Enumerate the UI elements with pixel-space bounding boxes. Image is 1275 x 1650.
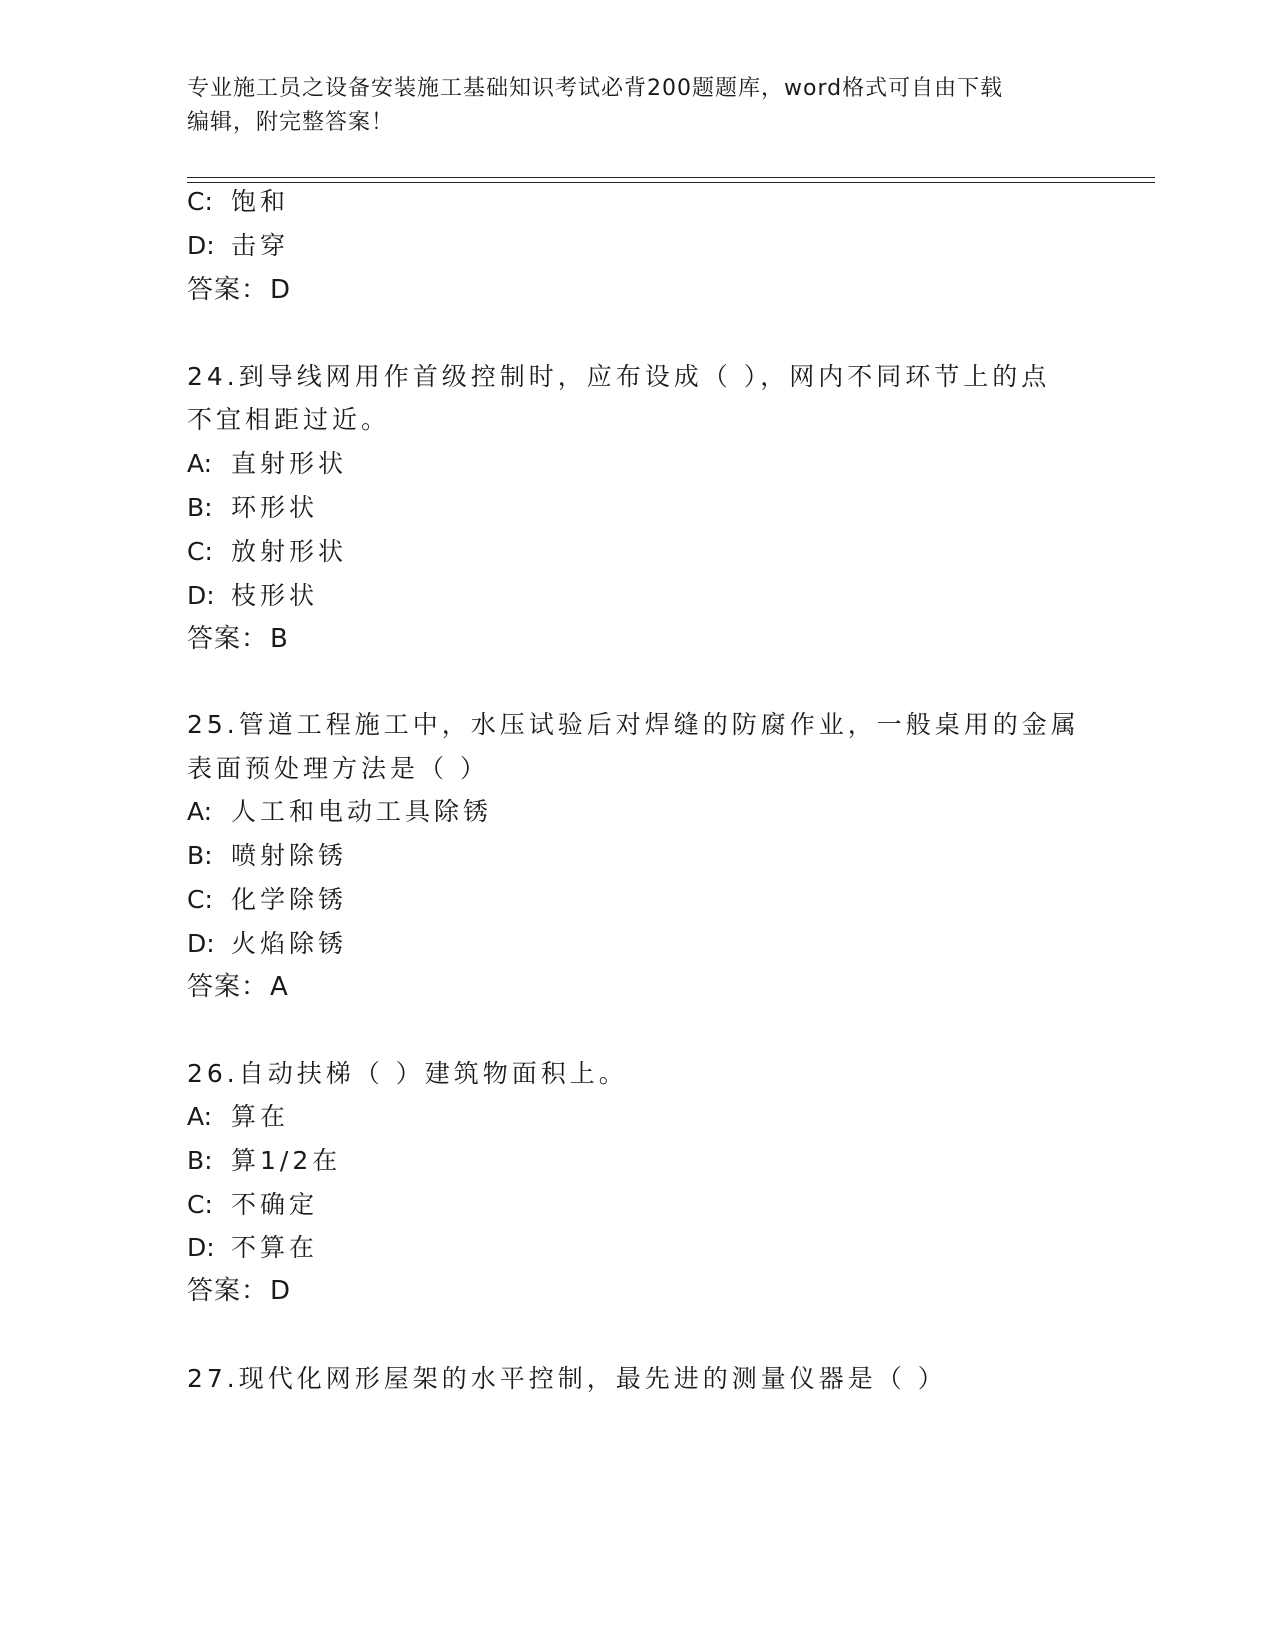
question-stem-continued: 表面预处理方法是（ ） [187,754,489,783]
option-b: B: 算1/2在 [187,1146,342,1175]
option-d: D: 火焰除锈 [187,929,348,958]
option-c: C: 饱和 [187,187,290,216]
question-stem: 26.自动扶梯（ ）建筑物面积上。 [187,1059,628,1088]
header-line-2: 编辑，附完整答案！ [187,110,395,135]
answer-line: 答案：D [187,275,292,305]
option-d: D: 击穿 [187,231,290,260]
option-d: D: 不算在 [187,1233,319,1262]
option-c: C: 放射形状 [187,537,348,566]
question-stem-continued: 不宜相距过近。 [187,405,391,434]
document-header [187,72,1087,140]
answer-line: 答案：A [187,972,289,1002]
question-stem: 27.现代化网形屋架的水平控制，最先进的测量仪器是（ ） [187,1364,947,1393]
option-c: C: 不确定 [187,1190,319,1219]
option-a: A: 算在 [187,1102,290,1131]
header-line-1: 专业施工员之设备安装施工基础知识考试必背200题题库，word格式可自由下载 [187,76,1004,101]
header-divider-top [187,177,1155,178]
option-a: A: 人工和电动工具除锈 [187,797,493,826]
option-c: C: 化学除锈 [187,885,348,914]
question-stem: 25.管道工程施工中，水压试验后对焊缝的防腐作业，一般桌用的金属 [187,710,1080,739]
option-b: B: 环形状 [187,493,319,522]
option-d: D: 枝形状 [187,581,319,610]
header-divider-bottom [187,182,1155,183]
answer-line: 答案：B [187,624,289,654]
question-stem: 24.到导线网用作首级控制时，应布设成（ ），网内不同环节上的点 [187,362,1051,391]
option-a: A: 直射形状 [187,449,348,478]
option-b: B: 喷射除锈 [187,841,348,870]
answer-line: 答案：D [187,1276,292,1306]
